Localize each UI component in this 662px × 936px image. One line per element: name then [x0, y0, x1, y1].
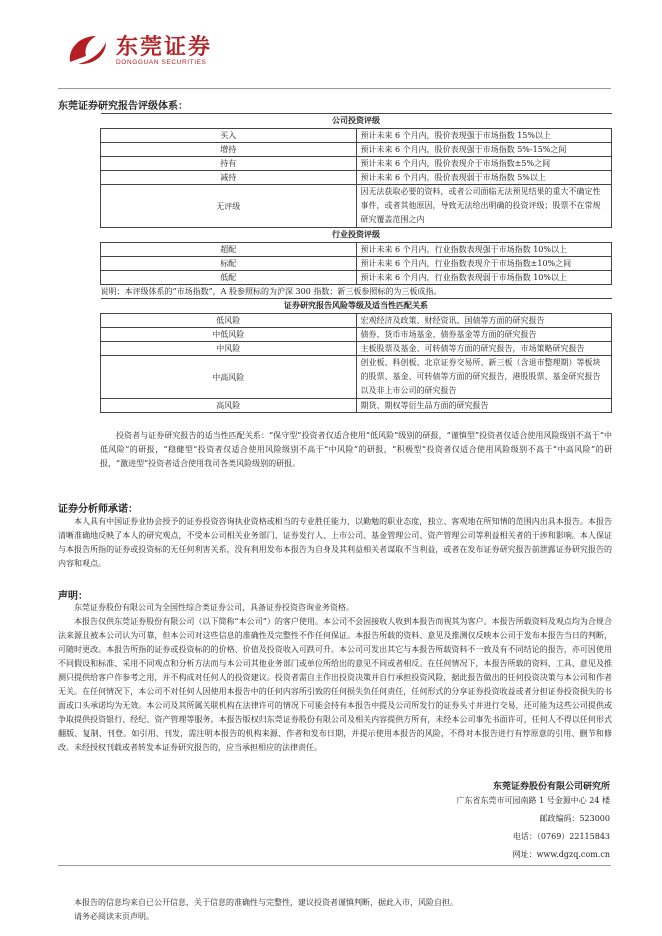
risk-label: 中低风险	[101, 328, 357, 342]
footer	[74, 896, 614, 924]
header-divider	[58, 88, 611, 89]
risk-desc: 宏观经济及政策、财经资讯、国债等方面的研究报告	[356, 314, 612, 328]
risk-desc: 期货、期权等衍生品方面的研究报告	[356, 399, 612, 413]
rating-label: 买入	[101, 129, 357, 143]
table-row	[101, 171, 612, 185]
rating-table	[100, 113, 612, 413]
table-row	[101, 314, 612, 328]
risk-desc: 主板股票及基金、可转债等方面的研究报告，市场策略研究报告	[356, 342, 612, 356]
table-row	[101, 328, 612, 342]
rating-label: 减持	[101, 171, 357, 185]
table-row	[101, 143, 612, 157]
industry-rating-header: 行业投资评级	[101, 228, 612, 243]
risk-label: 中高风险	[101, 356, 357, 399]
declaration-title: 声明：	[58, 591, 88, 602]
rating-label: 超配	[101, 243, 357, 257]
table-row	[101, 243, 612, 257]
risk-label: 中风险	[101, 342, 357, 356]
risk-desc: 创业板、科创板、北京证券交易所、新三板（含退市整理期）等板块的股票、基金、可转债等方面的研究报告，港股股票、基金研究报告以及非上市公司的研究报告	[356, 356, 612, 399]
footer-divider	[58, 865, 611, 866]
logo-text-cn: 东莞证券	[116, 35, 213, 60]
company-logo	[64, 28, 224, 72]
table-row	[101, 356, 612, 399]
rating-desc: 预计未来 6 个月内，行业指数表现弱于市场指数 10%以上	[356, 271, 612, 285]
risk-level-header: 证券研究报告风险等级及适当性匹配关系	[101, 299, 612, 314]
rating-desc: 预计未来 6 个月内，股价表现强于市场指数 5%-15%之间	[356, 143, 612, 157]
company-rating-header: 公司投资评级	[101, 114, 612, 129]
logo-mark-icon	[66, 32, 110, 68]
rating-label: 增持	[101, 143, 357, 157]
table-row	[101, 257, 612, 271]
signature-phone: 电话：（0769）22115843	[512, 832, 610, 841]
rating-desc: 因无法获取必要的资料，或者公司面临无法预见结果的重大不确定性事件，或者其他原因，导致无法给出明确的投资评级；股票不在常规研究覆盖范围之内	[356, 185, 612, 228]
rating-desc: 预计未来 6 个月内，股价表现介于市场指数±5%之间	[356, 157, 612, 171]
declaration-p1: 东莞证券股份有限公司为全国性综合类证券公司，具备证券投资咨询业务资格。	[74, 603, 354, 612]
risk-label: 高风险	[101, 399, 357, 413]
rating-label: 持有	[101, 157, 357, 171]
table-row	[101, 185, 612, 228]
rating-label: 无评级	[101, 185, 357, 228]
rating-desc: 预计未来 6 个月内，股价表现强于市场指数 15%以上	[356, 129, 612, 143]
index-note: 说明：本评级体系的“市场指数”，A 股参照标的为沪深 300 指数；新三板参照标的为三板成指。	[100, 287, 442, 296]
rating-label: 低配	[101, 271, 357, 285]
rating-desc: 预计未来 6 个月内，行业指数表现介于市场指数±10%之间	[356, 257, 612, 271]
declaration-p2: 本报告仅供东莞证券股份有限公司（以下简称“本公司”）的客户使用。本公司不会因接收人收到本报告而视其为客户。本报告所载资料及观点均为合规合法来源且被本公司认为可靠，但本公司对这些信息的准确性及完整性不作任何保证。本报告所载的资料、意见及推测仅反映本公司于发布本报告当日的判断，可随时更改。本报告所指的证券或投资标的的价格、价值及投资收入可跌可升。本公司可发出其它与本报告所载资料不一致及有不同结论的报告，亦可因使用不同假设和标准、采用不同观点和分析方法而与本公司其他业务部门或单位所给出的意见不同或者相反。在任何情况下，本报告所载的资料、工具、意见及推测只提供给客户作参考之用，并不构成对任何人的投资建议。投资者需自主作出投资决策并自行承担投资风险，据此报告做出的任何投资决策与本公司和作者无关。在任何情况下，本公司不对任何人因使用本报告中的任何内容所引致的任何损失负任何责任，任何形式的分享证券投资收益或者分担证券投资损失的书面或口头承诺均为无效。本公司及其所属关联机构在法律许可的情况下可能会持有本报告中提及公司所发行的证券头寸并进行交易，还可能为这些公司提供或争取提供投资银行、经纪、资产管理等服务。本报告版权归东莞证券股份有限公司及相关内容提供方所有，未经本公司事先书面许可，任何人不得以任何形式翻版、复制、刊登。如引用、刊发，需注明本报告的机构来源、作者和发布日期，并提示使用本报告的风险，不得对本报告进行有悖原意的引用、删节和修改。未经授权刊载或者转发本证券研究报告的，应当承担相应的法律责任。	[58, 617, 612, 752]
signature-website: 网址：www.dgzq.com.cn	[512, 850, 610, 859]
table-row	[101, 399, 612, 413]
table-row	[101, 271, 612, 285]
rating-desc: 预计未来 6 个月内，行业指数表现强于市场指数 10%以上	[356, 243, 612, 257]
logo-text-en: DONGGUAN SECURITIES	[116, 59, 207, 66]
signature-postcode: 邮政编码：523000	[539, 814, 610, 823]
rating-desc: 预计未来 6 个月内，股价表现弱于市场指数 5%以上	[356, 171, 612, 185]
rating-system-title: 东莞证券研究报告评级体系：	[58, 101, 188, 112]
analyst-pledge-title: 证券分析师承诺：	[58, 504, 138, 515]
footer-read-notice: 请务必阅读末页声明。	[74, 912, 154, 921]
table-row	[101, 129, 612, 143]
table-row	[101, 342, 612, 356]
signature-org: 东莞证券股份有限公司研究所	[492, 782, 610, 792]
suitability-text: 投资者与证券研究报告的适当性匹配关系：“保守型”投资者仅适合使用“低风险”级别的研报，“谨慎型”投资者仅适合使用风险级别不高于“中低风险”的研报，“稳健型”投资者仅适合使用风险级别不高于“中风险”的研报，“积极型”投资者仅适合使用风险级别不高于“中高风险”的研报，“激进型”投资者适合使用我司各类风险级别的研报。	[100, 431, 612, 468]
footer-disclaimer: 本报告的信息均来自已公开信息，关于信息的准确性与完整性，建议投资者谨慎判断，据此入市，风险自担。	[74, 898, 458, 907]
table-row	[101, 157, 612, 171]
risk-desc: 债券、货币市场基金、债券基金等方面的研究报告	[356, 328, 612, 342]
rating-label: 标配	[101, 257, 357, 271]
signature-address: 广东省东莞市可园南路 1 号金源中心 24 楼	[456, 796, 610, 805]
analyst-pledge-text: 本人具有中国证券业协会授予的证券投资咨询执业资格或相当的专业胜任能力，以勤勉的职业态度，独立、客观地在所知情的范围内出具本报告。本报告清晰准确地反映了本人的研究观点，不受本公司相关业务部门、证券发行人、上市公司、基金管理公司、资产管理公司等利益相关者的干涉和影响。本人保证与本报告所指的证券或投资标的无任何利害关系，没有利用发布本报告为自身及其利益相关者谋取不当利益，或者在发布证券研究报告前泄露证券研究报告的内容和观点。	[58, 517, 612, 568]
risk-label: 低风险	[101, 314, 357, 328]
